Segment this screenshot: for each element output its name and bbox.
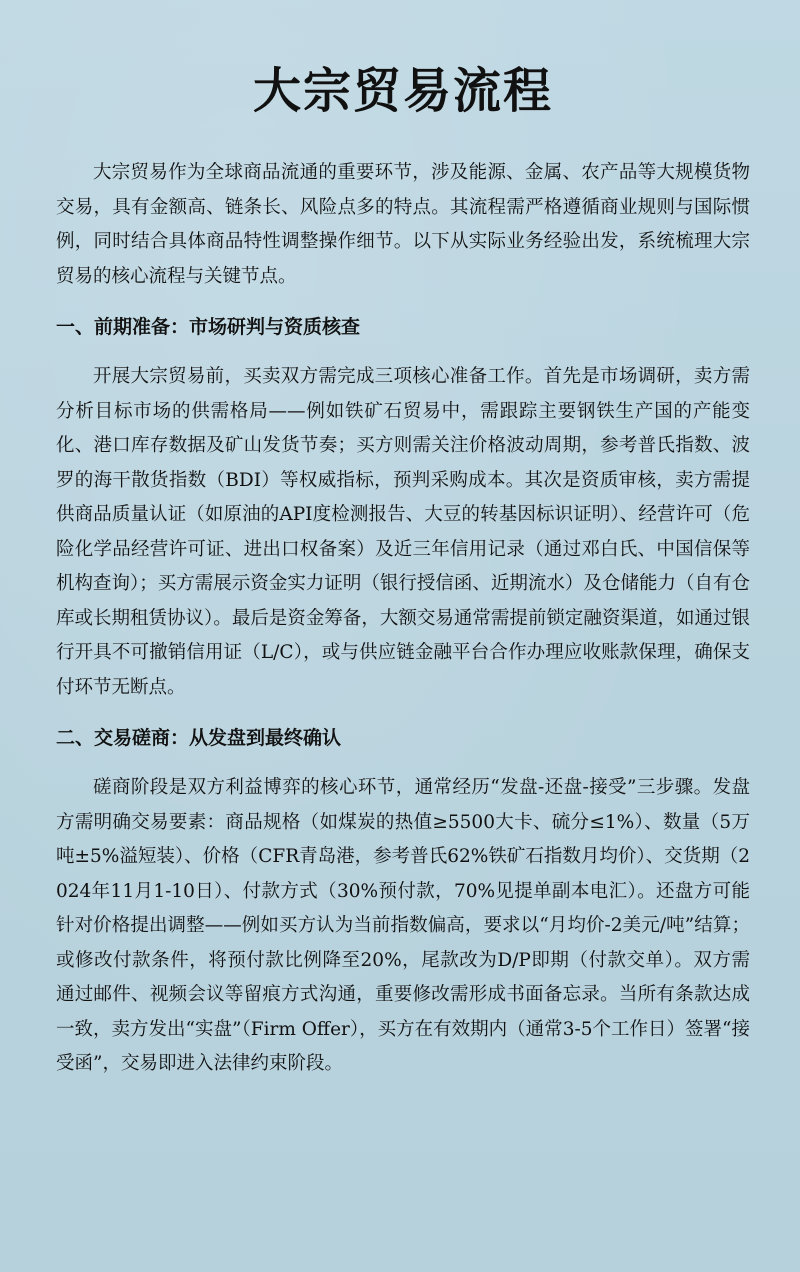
section-body-negotiation: 磋商阶段是双方利益博弈的核心环节，通常经历“发盘-还盘-接受”三步骤。发盘方需明确交易要素：商品规格（如煤炭的热值≥5500大卡、硫分≤1%）、数量（5万吨±5%溢短装）、价格（CFR青岛港，参考普氏62%铁矿石指数月均价）、交货期（2024年11月1-10日）、付款方式（30%预付款，70%见提单副本电汇）。还盘方可能针对价格提出调整——例如买方认为当前指数偏高，要求以“月均价-2美元/吨”结算；或修改付款条件，将预付款比例降至20%，尾款改为D/P即期（付款交单）。双方需通过邮件、视频会议等留痕方式沟通，重要修改需形成书面备忘录。当所有条款达成一致，卖方发出“实盘”（Firm Offer），买方在有效期内（通常3-5个工作日）签署“接受函”，交易即进入法律约束阶段。 bbox=[56, 777, 750, 1074]
section-negotiation bbox=[56, 723, 750, 1082]
section-body-preparation: 开展大宗贸易前，买卖双方需完成三项核心准备工作。首先是市场调研，卖方需分析目标市场的供需格局——例如铁矿石贸易中，需跟踪主要钢铁生产国的产能变化、港口库存数据及矿山发货节奏；买方则需关注价格波动周期，参考普氏指数、波罗的海干散货指数（BDI）等权威指标，预判采购成本。其次是资质审核，卖方需提供商品质量认证（如原油的API度检测报告、大豆的转基因标识证明）、经营许可（危险化学品经营许可证、进出口权备案）及近三年信用记录（通过邓白氏、中国信保等机构查询）；买方需展示资金实力证明（银行授信函、近期流水）及仓储能力（自有仓库或长期租赁协议）。最后是资金筹备，大额交易通常需提前锁定融资渠道，如通过银行开具不可撤销信用证（L/C），或与供应链金融平台合作办理应收账款保理，确保支付环节无断点。 bbox=[56, 366, 750, 698]
intro-paragraph: 大宗贸易作为全球商品流通的重要环节，涉及能源、金属、农产品等大规模货物交易，具有金额高、链条长、风险点多的特点。其流程需严格遵循商业规则与国际惯例，同时结合具体商品特性调整操作细节。以下从实际业务经验出发，系统梳理大宗贸易的核心流程与关键节点。 bbox=[56, 162, 750, 287]
section-preparation bbox=[56, 312, 750, 705]
section-heading-preparation: 一、前期准备：市场研判与资质核查 bbox=[56, 316, 361, 338]
document-title: 大宗贸易流程 bbox=[252, 63, 553, 119]
section-heading-negotiation: 二、交易磋商：从发盘到最终确认 bbox=[56, 727, 342, 749]
